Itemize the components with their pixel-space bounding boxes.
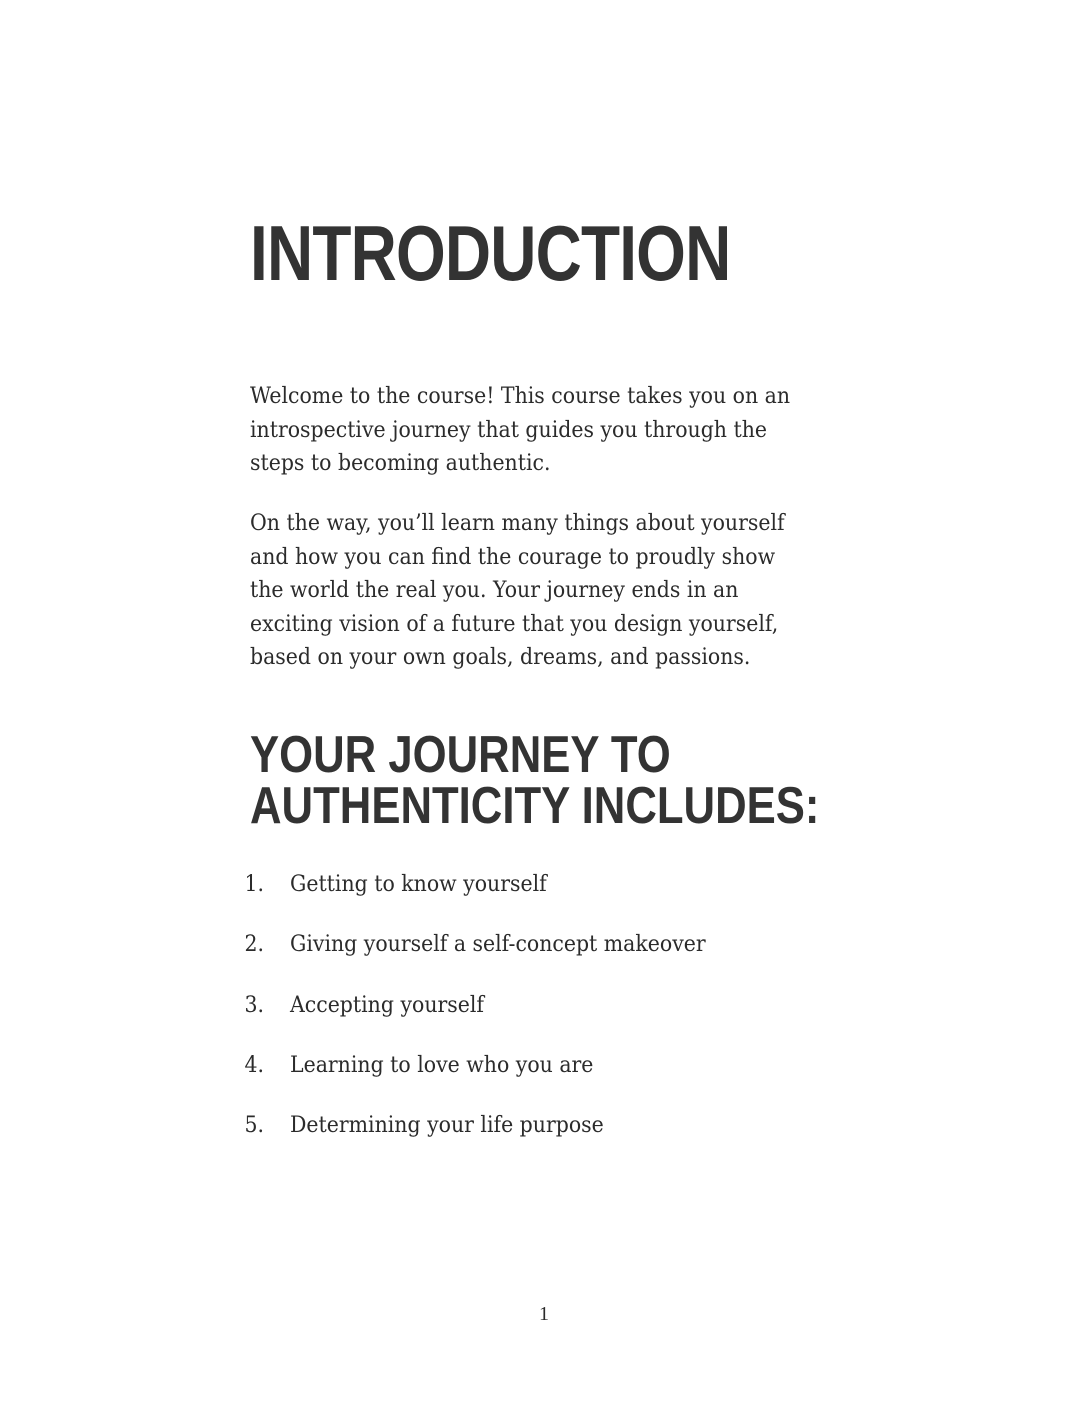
intro-paragraph-2: On the way, you’ll learn many things about yourself and how you can find the courage to proudly show the world the real you. Your journey ends in an exciting vision of a future that you design yourself, based on your own goals, dreams, and passions.	[250, 511, 785, 670]
section-heading-line-2: AUTHENTICITY INCLUDES:	[250, 777, 820, 835]
page-title: INTRODUCTION	[250, 209, 731, 297]
list-item-number: 1.	[244, 872, 264, 897]
list-item-text: Learning to love who you are	[290, 1052, 594, 1078]
intro-paragraph-1: Welcome to the course! This course takes you on an introspective journey that guides you through the steps to becoming authentic.	[250, 384, 791, 476]
list-item-text: Giving yourself a self-concept makeover	[290, 932, 706, 958]
list-item-number: 2.	[244, 932, 264, 958]
list-item-text: Determining your life purpose	[290, 1113, 604, 1139]
page-number: 1	[539, 1303, 549, 1325]
list-item-number: 3.	[244, 992, 264, 1018]
list-item-text: Getting to know yourself	[290, 872, 547, 897]
section-heading-line-1: YOUR JOURNEY TO	[250, 726, 671, 784]
list-item-number: 5.	[244, 1113, 264, 1139]
section-heading	[250, 726, 820, 835]
list-item-number: 4.	[244, 1052, 264, 1078]
list-item-text: Accepting yourself	[290, 992, 485, 1018]
